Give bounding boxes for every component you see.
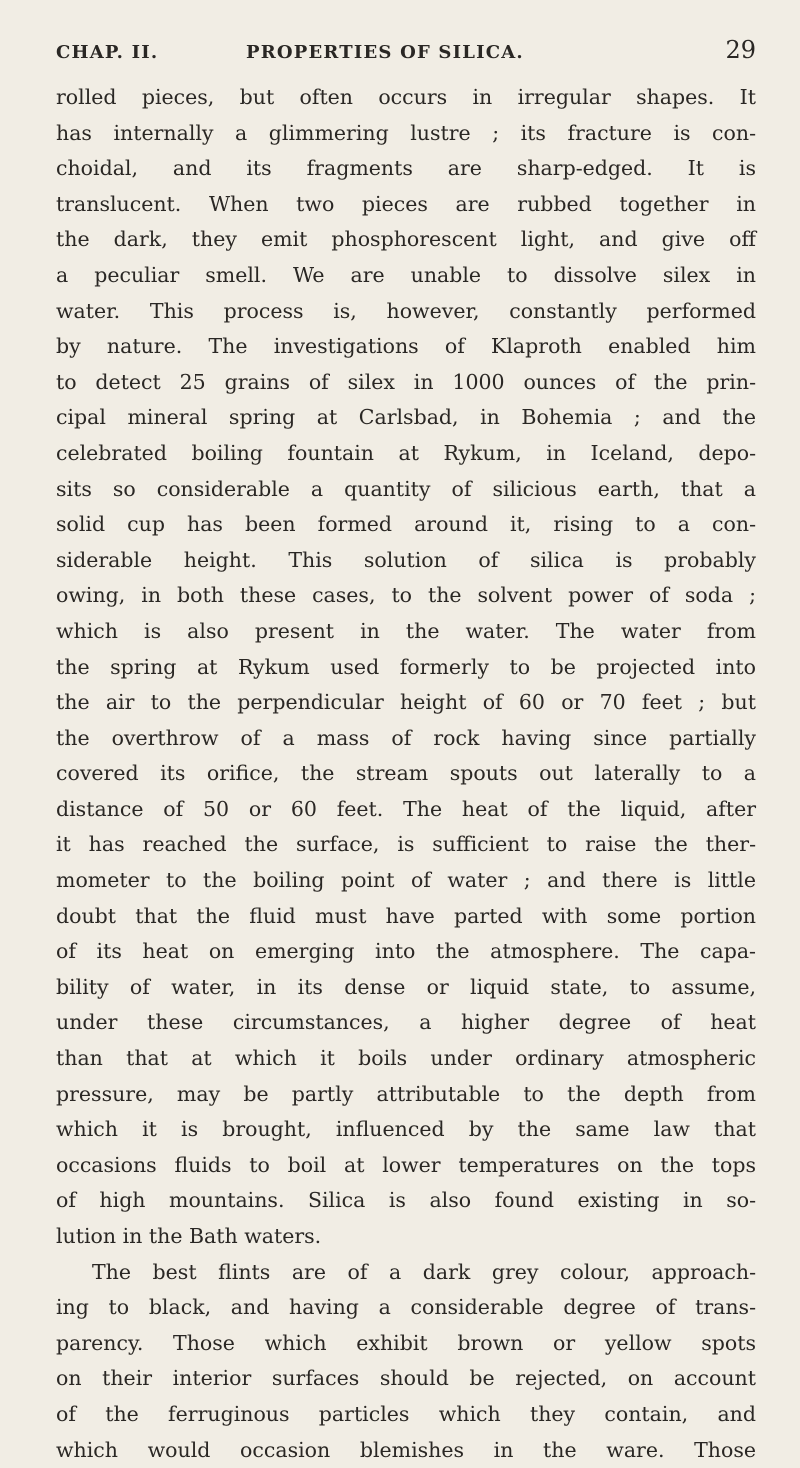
text-line: siderable height. This solution of silica is probably	[56, 547, 756, 572]
text-line: distance of 50 or 60 feet. The heat of the liquid, after	[56, 796, 756, 821]
text-line: translucent. When two pieces are rubbed together in	[56, 191, 756, 216]
text-line: sits so considerable a quantity of silicious earth, that a	[56, 476, 756, 501]
book-page	[56, 0, 756, 1462]
text-line: celebrated boiling fountain at Rykum, in Iceland, depo-	[56, 440, 756, 465]
text-line: pressure, may be partly attributable to the depth from	[56, 1081, 756, 1106]
text-line: of high mountains. Silica is also found existing in so-	[56, 1188, 756, 1213]
page-title: PROPERTIES OF SILICA.	[246, 42, 524, 63]
text-line: cipal mineral spring at Carlsbad, in Bohemia ; and the	[56, 405, 756, 430]
text-line: by nature. The investigations of Klaproth enabled him	[56, 334, 756, 359]
text-line: the spring at Rykum used formerly to be projected into	[56, 654, 756, 679]
text-line: which is also present in the water. The water from	[56, 618, 756, 643]
text-line: the overthrow of a mass of rock having since partially	[56, 725, 756, 750]
text-line: has internally a glimmering lustre ; its fracture is con-	[56, 120, 756, 145]
page-number: 29	[725, 36, 756, 64]
text-line: under these circumstances, a higher degree of heat	[56, 1010, 756, 1035]
text-line: mometer to the boiling point of water ; and there is little	[56, 868, 756, 893]
text-line: than that at which it boils under ordinary atmospheric	[56, 1046, 756, 1071]
text-line: owing, in both these cases, to the solvent power of soda ;	[56, 583, 756, 608]
text-line: ing to black, and having a considerable degree of trans-	[56, 1295, 756, 1320]
text-line: choidal, and its fragments are sharp-edged. It is	[56, 156, 756, 181]
chapter-label: CHAP. II.	[56, 42, 159, 63]
text-line: covered its orifice, the stream spouts out laterally to a	[56, 761, 756, 786]
text-line: solid cup has been formed around it, rising to a con-	[56, 512, 756, 537]
text-line: a peculiar smell. We are unable to dissolve silex in	[56, 262, 756, 287]
text-line: water. This process is, however, constantly performed	[56, 298, 756, 323]
body-text	[56, 80, 756, 1468]
text-line: which it is brought, influenced by the same law that	[56, 1117, 756, 1142]
running-head	[56, 36, 756, 72]
text-line: bility of water, in its dense or liquid state, to assume,	[56, 974, 756, 999]
text-line: doubt that the fluid must have parted with some portion	[56, 903, 756, 928]
paragraph-end-line: lution in the Bath waters.	[56, 1224, 322, 1248]
text-line: rolled pieces, but often occurs in irregular shapes. It	[56, 85, 756, 109]
text-line: occasions fluids to boil at lower temperatures on the tops	[56, 1152, 756, 1177]
text-line: of its heat on emerging into the atmosphere. The capa-	[56, 939, 756, 964]
text-line: of the ferruginous particles which they contain, and	[56, 1401, 756, 1426]
text-line: to detect 25 grains of silex in 1000 ounces of the prin-	[56, 369, 756, 394]
text-line: it has reached the surface, is sufficient to raise the ther-	[56, 832, 756, 857]
paragraph-start-line: The best flints are of a dark grey colour, approach-	[92, 1259, 756, 1284]
text-line: on their interior surfaces should be rejected, on account	[56, 1366, 756, 1391]
text-line: which would occasion blemishes in the ware. Those	[56, 1437, 756, 1462]
text-line: the air to the perpendicular height of 60 or 70 feet ; but	[56, 690, 756, 715]
text-line: the dark, they emit phosphorescent light, and give off	[56, 227, 756, 252]
text-line: parency. Those which exhibit brown or yellow spots	[56, 1330, 756, 1355]
